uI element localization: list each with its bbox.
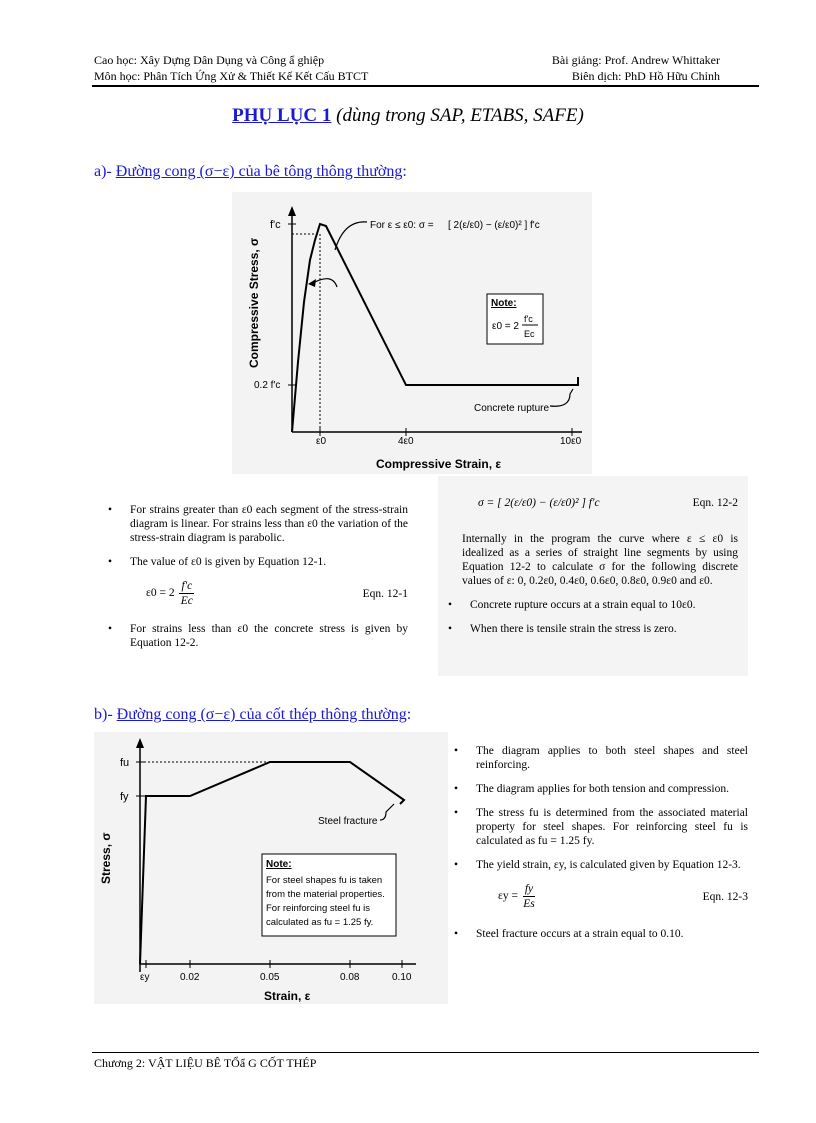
concrete-xtick-10eps0: 10ε0 [560,436,582,447]
steel-stress-strain-chart [94,732,448,1004]
concrete-notes-left [108,503,408,660]
steel-note-line-2: from the material properties. [266,889,385,900]
list-item: • Steel fracture occurs at a strain equal to 0.10. [454,928,684,940]
steel-xtick-010: 0.10 [392,972,412,983]
steel-note-line-4: calculated as fu = 1.25 fy. [266,917,374,928]
section-b-colon: : [406,706,412,723]
footer-rule [92,1052,759,1053]
steel-note-line-1: For steel shapes fu is taken [266,875,383,886]
steel-xtick-epsy: εy [140,972,150,983]
concrete-formula-label: For ε ≤ ε0: σ = [370,220,434,231]
steel-note-title: Note: [266,859,292,870]
concrete-rupture-label: Concrete rupture [474,403,550,414]
header-translator: Biên dịch: PhD Hồ Hữu Chỉnh [571,69,720,83]
list-item: • The yield strain, εy, is calculated given by Equation 12-3. [454,859,741,871]
concrete-note-title: Note: [491,298,517,309]
concrete-xtick-4eps0: 4ε0 [398,436,414,447]
concrete-x-label: Compressive Strain, ε [376,457,502,471]
header-rule [92,85,759,87]
section-a-colon: : [402,163,407,180]
list-item: • When there is tensile strain the stress is zero. [448,623,677,635]
section-a-title[interactable]: Đường cong (σ−ε) của bê tông thông thường [115,163,403,180]
equation-12-2: σ = [ 2(ε/ε0) − (ε/ε0)² ] f'c Eqn. 12-2 [478,497,738,509]
concrete-note-lhs: ε0 = 2 [492,321,519,332]
steel-xtick-008: 0.08 [340,972,360,983]
steel-ytick-fu: fu [120,757,130,769]
header-lecturer: Bài giảng: Prof. Andrew Whittaker [551,53,720,67]
section-b-title[interactable]: Đường cong (σ−ε) của cốt thép thông thường [116,706,407,723]
list-item: • The diagram applies for both tension and compression. [454,783,729,795]
steel-note-line-3: For reinforcing steel fu is [266,903,371,914]
equation-12-1: ε0 = 2 $\frac{f'c}{Ec}$ Eqn. 12-1 [146,580,408,607]
concrete-xtick-eps0: ε0 [316,436,327,447]
steel-notes [454,744,748,951]
concrete-stress-strain-chart [232,192,592,474]
title-sub: (dùng trong SAP, ETABS, SAFE) [336,105,584,126]
equation-12-2-label: Eqn. 12-2 [692,497,738,509]
section-b-prefix: b)- [94,706,113,723]
section-a-prefix: a)- [94,163,112,180]
concrete-note-den: Ec [524,329,535,339]
list-item: • The diagram applies to both steel shapes and steel reinforcing. [454,745,748,771]
steel-ytick-fy: fy [120,791,129,803]
concrete-internal-paragraph: Internally in the program the curve where ε ≤ ε0 is idealized as a series of straight line segments by using Equation 12-2 to calculate σ for the following discrete values of ε: 0, 0.2ε0, 0.4ε0, 0.6ε0, 0.8ε0, 0.9ε0 and ε0. [462,533,738,587]
header-course: Cao học: Xây Dựng Dân Dụng và Công ẩ ghiệp [94,53,325,67]
section-a-heading [94,163,407,181]
concrete-ytick-02fc: 0.2 f'c [254,380,281,391]
section-b-heading [94,706,411,724]
steel-fracture-label: Steel fracture [318,816,378,827]
header-subject: Môn học: Phân Tích Ứng Xử & Thiết Kế Kết Cấu BTCT [94,69,369,83]
equation-12-3: εy = $\frac{fy}{Es}$ Eqn. 12-3 [498,883,748,910]
footer-chapter: Chương 2: VẬT LIỆU BÊ TỔẩ G CỐT THÉP [94,1056,317,1070]
list-item: • For strains greater than ε0 each segment of the stress-strain diagram is linear. For strains less than ε0 the variation of the stress-strain diagram is parabolic. [108,504,408,544]
list-item: • For strains less than ε0 the concrete stress is given by Equation 12-2. [108,623,408,649]
header-right [552,52,720,84]
title-main[interactable]: PHỤ LỤC 1 [232,105,332,126]
list-item: • Concrete rupture occurs at a strain equal to 10ε0. [448,599,696,611]
steel-x-label: Strain, ε [264,989,311,1003]
steel-y-label: Stress, σ [99,832,113,884]
concrete-notes-right [438,476,748,676]
header-left [94,52,368,84]
list-item: • The value of ε0 is given by Equation 12-1. [108,556,327,568]
steel-xtick-002: 0.02 [180,972,200,983]
equation-12-1-label: Eqn. 12-1 [362,587,408,600]
concrete-note-num: f'c [524,314,533,324]
list-item: • The stress fu is determined from the associated material property for steel shapes. For reinforcing steel fu is calculated as fu = 1.25 fy. [454,807,748,847]
concrete-ytick-fc: f'c [270,219,281,231]
page-title [0,105,816,127]
concrete-y-label: Compressive Stress, σ [247,237,261,368]
equation-12-3-label: Eqn. 12-3 [702,890,748,903]
steel-xtick-005: 0.05 [260,972,280,983]
concrete-formula-body: [ 2(ε/ε0) − (ε/ε0)² ] f'c [448,220,540,231]
